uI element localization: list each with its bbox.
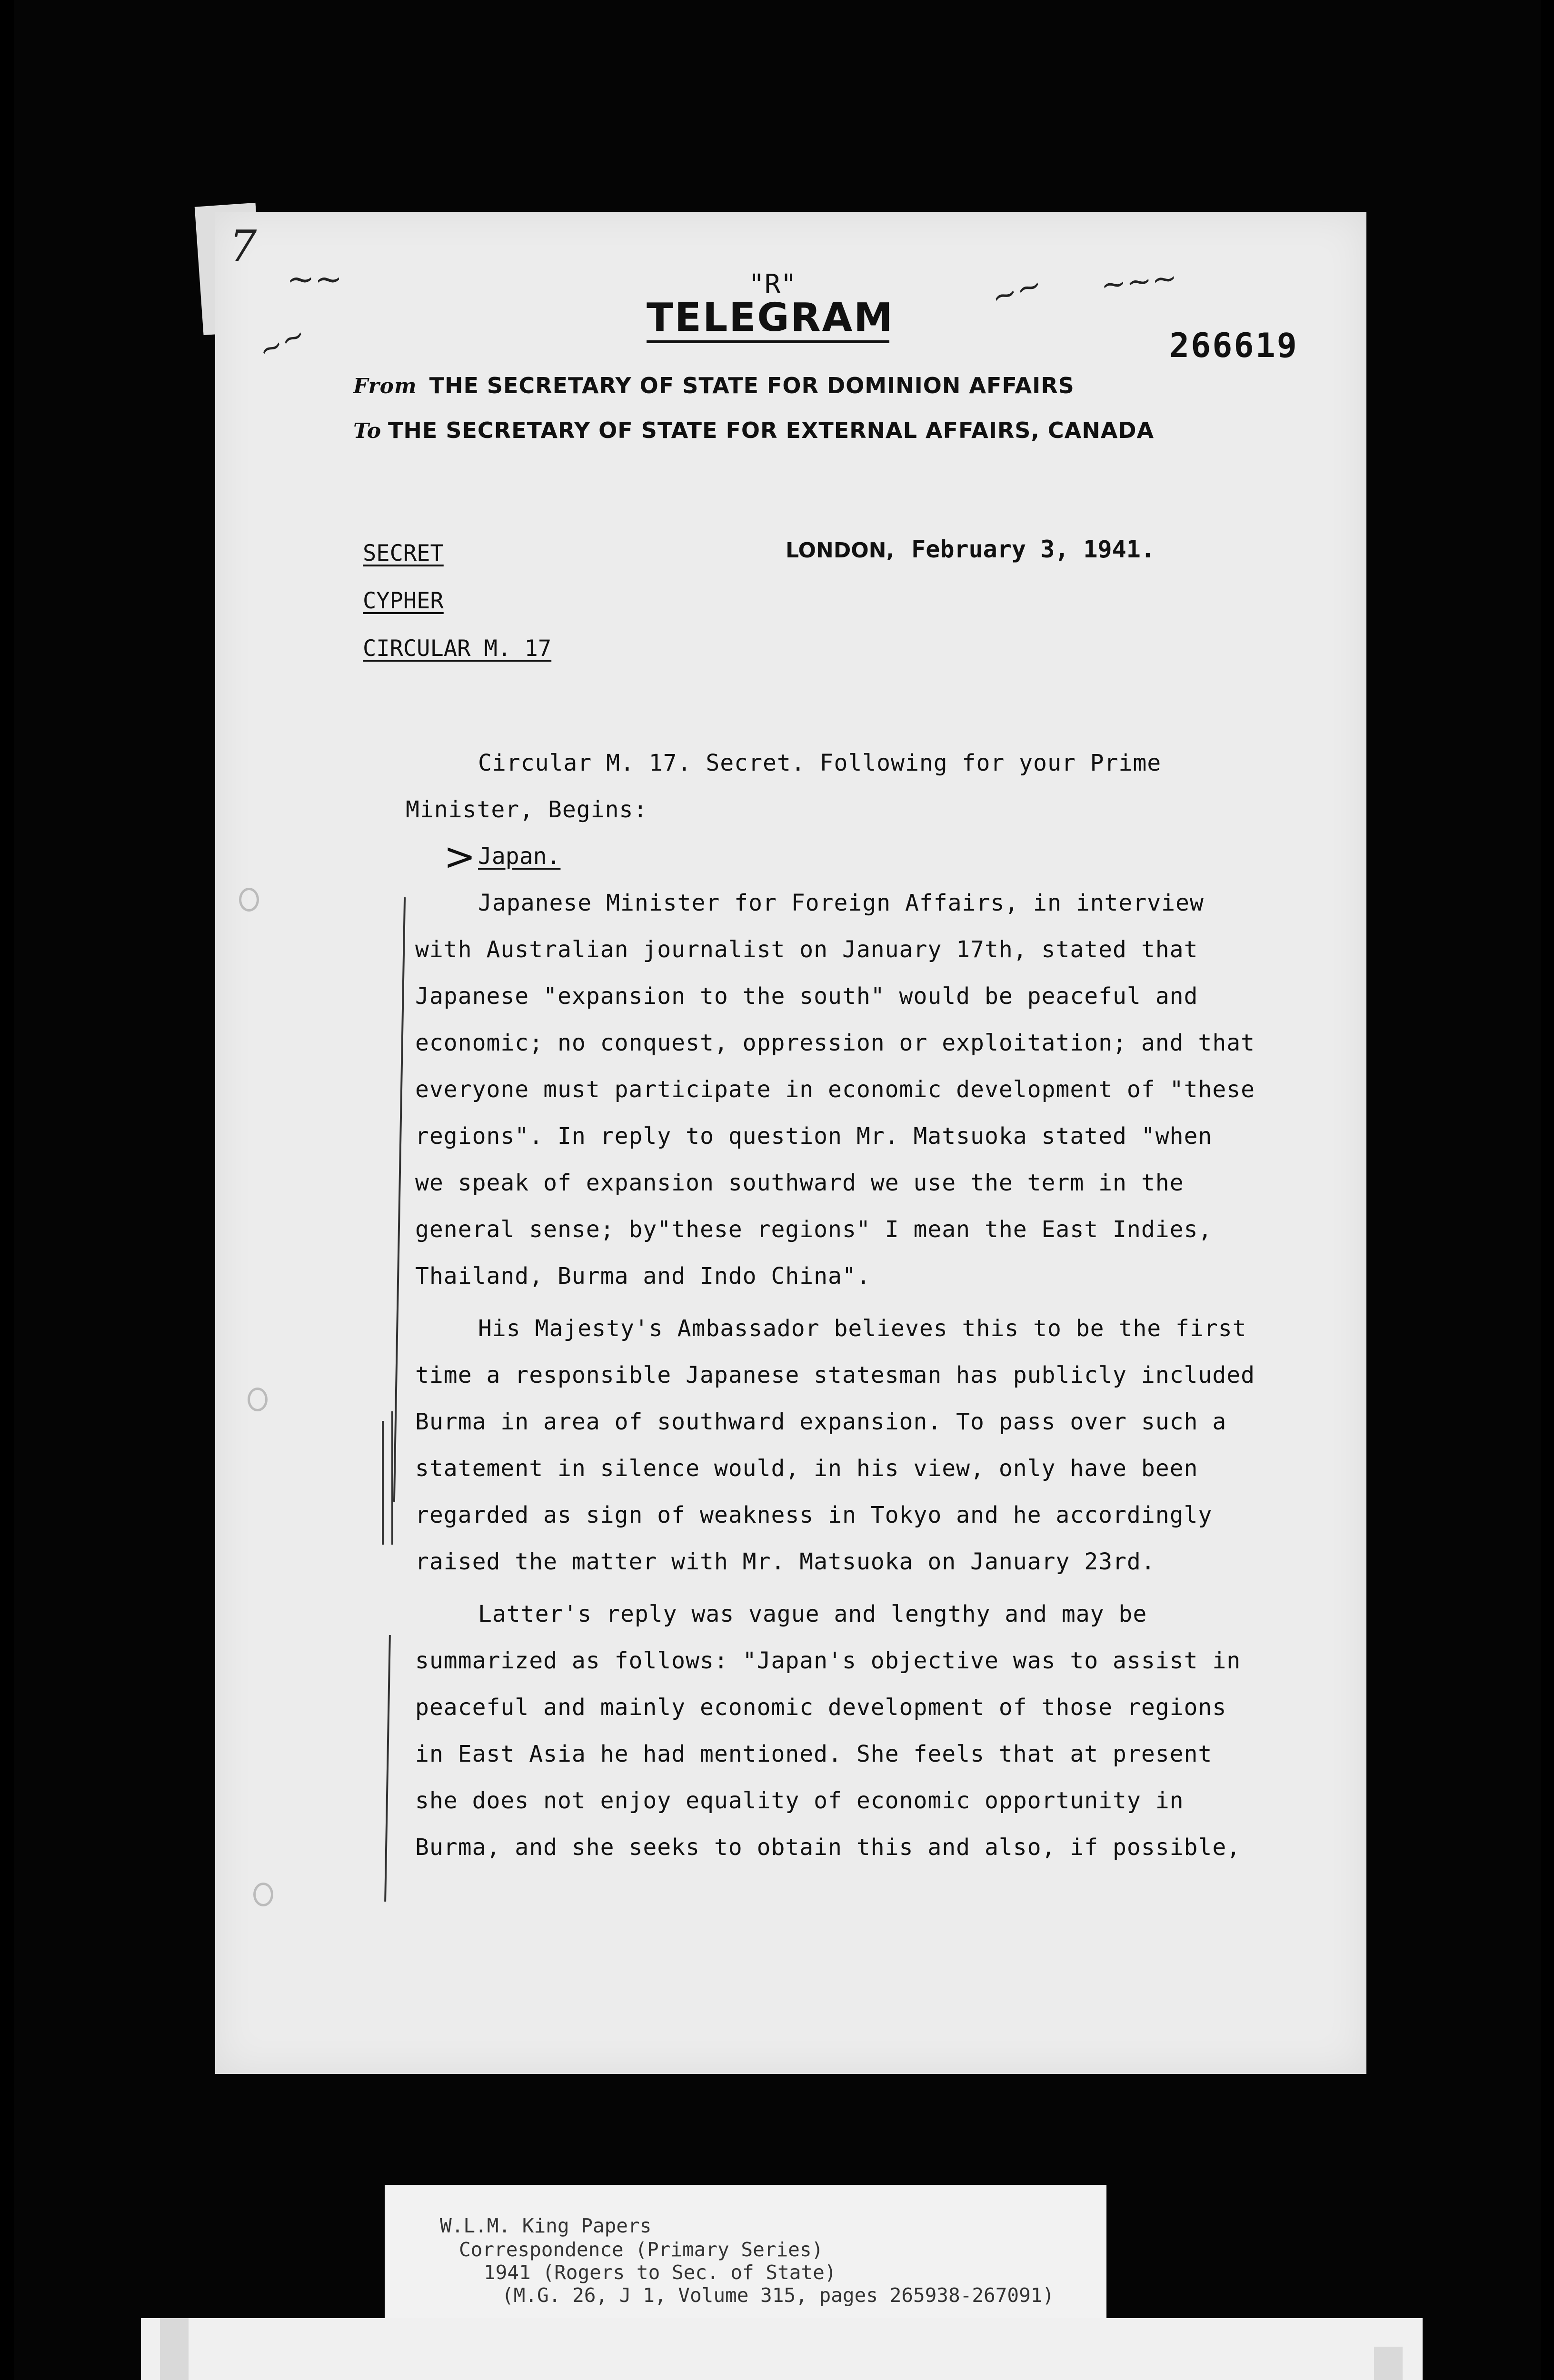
classification-mark: "R" <box>748 269 797 300</box>
body-line: statement in silence would, in his view, only have been <box>415 1455 1198 1482</box>
handwritten-mark: 7 <box>229 221 257 271</box>
body-line: Thailand, Burma and Indo China". <box>415 1263 871 1289</box>
dateline-date: February 3, 1941. <box>911 536 1155 563</box>
telegram-sheet <box>215 212 1366 2074</box>
body-line: Minister, Begins: <box>406 796 648 823</box>
handwritten-mark: ~~ <box>287 259 343 298</box>
body-line: summarized as follows: "Japan's objective was to assist in <box>415 1647 1241 1674</box>
from-line <box>353 373 1075 398</box>
body-line: regions". In reply to question Mr. Matsuoka stated "when <box>415 1123 1213 1150</box>
from-text: THE SECRETARY OF STATE FOR DOMINION AFFAIRS <box>429 373 1075 398</box>
body-line: economic; no conquest, oppression or exploitation; and that <box>415 1030 1255 1056</box>
dateline <box>786 536 1155 563</box>
reference-label <box>385 2185 1106 2328</box>
classification-circular: CIRCULAR M. 17 <box>363 635 552 662</box>
body-line: in East Asia he had mentioned. She feels that at present <box>415 1741 1213 1767</box>
reference-line: (M.G. 26, J 1, Volume 315, pages 265938-267091) <box>502 2284 1055 2307</box>
body-line: general sense; by"these regions" I mean the East Indies, <box>415 1216 1213 1243</box>
punch-hole <box>253 1883 273 1906</box>
reference-line: 1941 (Rogers to Sec. of State) <box>484 2261 837 2284</box>
subject-arrow-mark: > <box>444 834 476 879</box>
punch-hole <box>239 888 259 912</box>
card-edge-strip <box>160 2318 189 2380</box>
dateline-place: LONDON, <box>786 538 895 563</box>
handwritten-mark: ~~ <box>987 267 1047 316</box>
reference-line: W.L.M. King Papers <box>440 2214 652 2237</box>
body-line: time a responsible Japanese statesman has publicly included <box>415 1362 1255 1388</box>
handwritten-mark: ~~~ <box>1099 260 1179 304</box>
body-line: raised the matter with Mr. Matsuoka on January 23rd. <box>415 1548 1156 1575</box>
telegram-title: TELEGRAM <box>647 295 894 340</box>
margin-line-marker <box>393 897 406 1502</box>
body-line: peaceful and mainly economic development of those regions <box>415 1694 1227 1721</box>
to-label: To <box>353 419 382 443</box>
to-text: THE SECRETARY OF STATE FOR EXTERNAL AFFAIRS, CANADA <box>388 417 1155 443</box>
margin-line-marker <box>384 1635 391 1902</box>
body-line: Latter's reply was vague and lengthy and may be <box>478 1601 1147 1627</box>
to-line <box>353 417 1154 443</box>
handwritten-mark: ~~ <box>253 317 311 368</box>
from-label: From <box>353 374 417 398</box>
archives-card <box>141 2318 1423 2380</box>
margin-double-line-marker <box>382 1421 384 1545</box>
reference-line: Correspondence (Primary Series) <box>459 2238 824 2261</box>
subject-heading: Japan. <box>478 843 561 870</box>
film-edge-left <box>0 0 14 2380</box>
film-edge-right <box>1541 0 1554 2380</box>
serial-number: 266619 <box>1169 326 1298 365</box>
body-line: we speak of expansion southward we use the term in the <box>415 1170 1184 1196</box>
body-line: regarded as sign of weakness in Tokyo and he accordingly <box>415 1502 1213 1528</box>
margin-double-line-marker <box>391 1411 393 1545</box>
body-line: everyone must participate in economic development of "these <box>415 1076 1255 1103</box>
body-line: Japanese Minister for Foreign Affairs, in interview <box>478 890 1204 916</box>
punch-hole <box>248 1388 268 1411</box>
title-underline <box>647 340 889 343</box>
body-line: she does not enjoy equality of economic opportunity in <box>415 1787 1184 1814</box>
classification-cypher: CYPHER <box>363 588 444 614</box>
body-line: Burma, and she seeks to obtain this and also, if possible, <box>415 1834 1241 1861</box>
classification-secret: SECRET <box>363 540 444 566</box>
body-line: His Majesty's Ambassador believes this to be the first <box>478 1315 1247 1342</box>
card-edge-strip <box>1374 2347 1403 2380</box>
body-line: Burma in area of southward expansion. To pass over such a <box>415 1408 1227 1435</box>
body-line: with Australian journalist on January 17th, stated that <box>415 936 1198 963</box>
body-line: Japanese "expansion to the south" would be peaceful and <box>415 983 1198 1010</box>
body-line: Circular M. 17. Secret. Following for your Prime <box>478 750 1162 776</box>
